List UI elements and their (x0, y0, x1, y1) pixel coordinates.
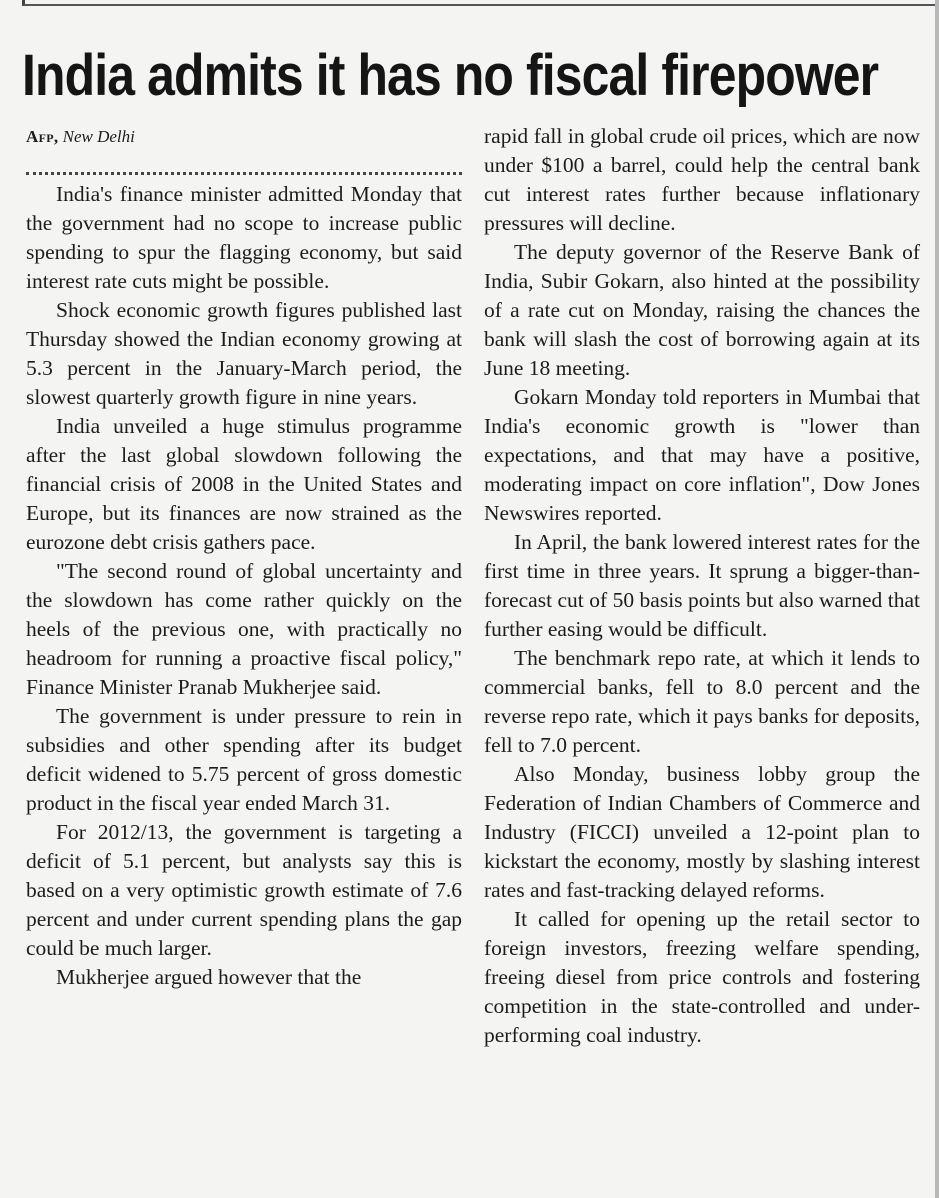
article-paragraph: Gokarn Monday told reporters in Mumbai that India's economic growth is "lower than expectations, and that may have a positive, moderating impact on core inflation", Dow Jones Newswires reported. (484, 385, 920, 525)
article-column-left (26, 122, 462, 992)
article-paragraph: In April, the bank lowered interest rates for the first time in three years. It sprung a bigger-than-forecast cut of 50 basis points but also warned that further easing would be difficult. (484, 530, 920, 641)
article-headline: India admits it has no fiscal firepower (22, 43, 879, 108)
article-paragraph: Mukherjee argued however that the (56, 965, 362, 989)
article-paragraph: It called for opening up the retail sector to foreign investors, freezing welfare spending, freeing diesel from price controls and fostering competition in the state-controlled and under-performing coal industry. (484, 907, 920, 1047)
top-border-rule (22, 0, 939, 6)
article-paragraph: India's finance minister admitted Monday that the government had no scope to increase public spending to spur the flagging economy, but said interest rate cuts might be possible. (26, 182, 462, 293)
article-paragraph-continued: rapid fall in global crude oil prices, which are now under $100 a barrel, could help the central bank cut interest rates further because inflationary pressures will decline. (484, 124, 920, 235)
article-paragraph: Shock economic growth figures published last Thursday showed the Indian economy growing at 5.3 percent in the January-March period, the slowest quarterly growth figure in nine years. (26, 298, 462, 409)
article-paragraph: For 2012/13, the government is targeting a deficit of 5.1 percent, but analysts say this is based on a very optimistic growth estimate of 7.6 percent and under current spending plans the gap could be much larger. (26, 820, 462, 960)
byline-agency: Afp, (26, 127, 59, 146)
article-paragraph: "The second round of global uncertainty and the slowdown has come rather quickly on the heels of the previous one, with practically no headroom for running a proactive fiscal policy," Finance Minister Pranab Mukherjee said. (26, 559, 462, 699)
article-column-right (484, 122, 920, 1050)
article-paragraph: Also Monday, business lobby group the Federation of Indian Chambers of Commerce and Industry (FICCI) unveiled a 12-point plan to kickstart the economy, mostly by slashing interest rates and fast-tracking delayed reforms. (484, 762, 920, 902)
article-paragraph: The benchmark repo rate, at which it lends to commercial banks, fell to 8.0 percent and the reverse repo rate, which it pays banks for deposits, fell to 7.0 percent. (484, 646, 920, 757)
dotted-separator (26, 158, 462, 175)
byline-location: New Delhi (62, 127, 135, 146)
byline (26, 122, 462, 152)
article-paragraph: India unveiled a huge stimulus programme after the last global slowdown following the financial crisis of 2008 in the United States and Europe, but its finances are now strained as the eurozone debt crisis gathers pace. (26, 414, 462, 554)
article-paragraph: The government is under pressure to rein in subsidies and other spending after its budget deficit widened to 5.75 percent of gross domestic product in the fiscal year ended March 31. (26, 704, 462, 815)
page-edge-shadow (935, 0, 939, 1198)
article-paragraph: The deputy governor of the Reserve Bank of India, Subir Gokarn, also hinted at the possibility of a rate cut on Monday, raising the chances the bank will slash the cost of borrowing again at its June 18 meeting. (484, 240, 920, 380)
